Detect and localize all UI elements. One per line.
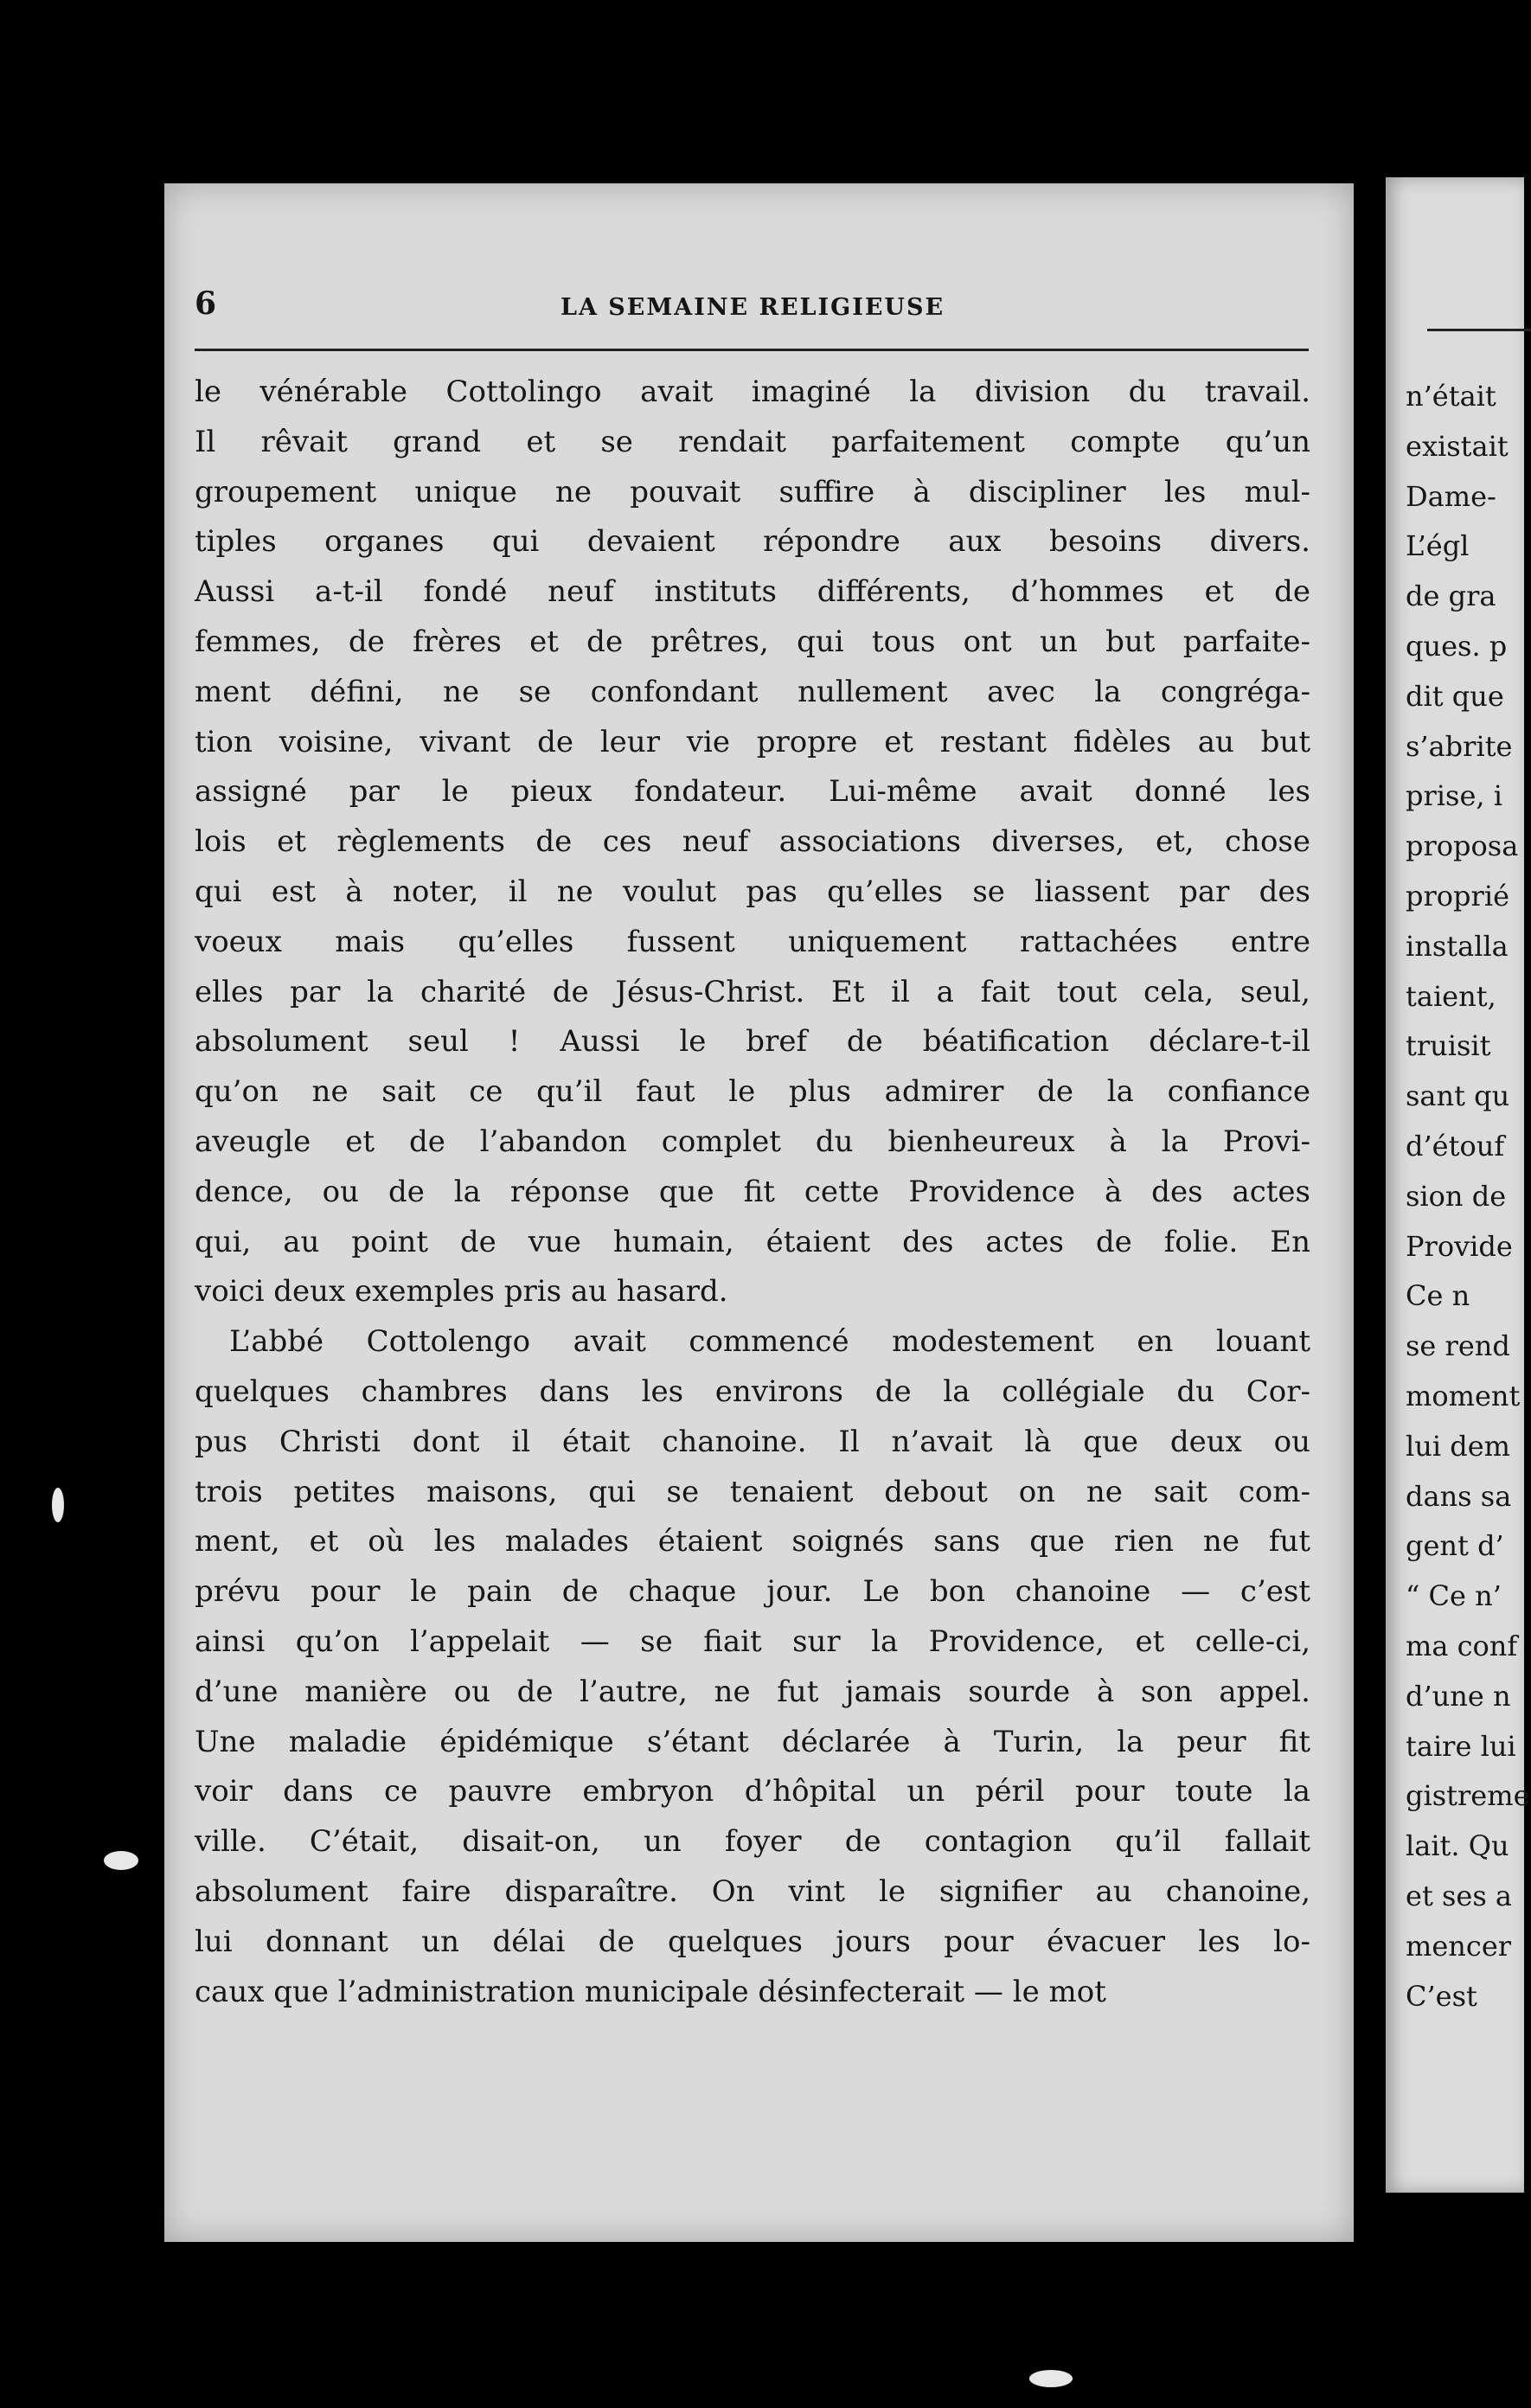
text-line: qu’on ne sait ce qu’il faut le plus admirer de la confiance <box>195 1074 1310 1110</box>
facing-text-line: prise, i <box>1406 779 1502 813</box>
facing-text-line: dans sa <box>1406 1479 1512 1513</box>
text-line: absolument seul ! Aussi le bref de béatification déclare-t-il <box>195 1024 1310 1060</box>
facing-page-text <box>1406 372 1530 2021</box>
text-line: voir dans ce pauvre embryon d’hôpital un péril pour toute la <box>195 1774 1310 1809</box>
text-line: ment, et où les malades étaient soignés sans que rien ne fut <box>195 1524 1310 1559</box>
facing-text-line: L’égl <box>1406 529 1470 563</box>
facing-text-line: taient, <box>1406 979 1496 1013</box>
facing-text-line: lait. Qu <box>1406 1829 1509 1863</box>
text-line: pus Christi dont il était chanoine. Il n’avait là que deux ou <box>195 1424 1310 1459</box>
facing-text-line: se rend <box>1406 1329 1510 1363</box>
text-line: quelques chambres dans les environs de la collégiale du Cor- <box>195 1374 1310 1409</box>
facing-text-line: gent d’ <box>1406 1529 1504 1563</box>
text-line: L’abbé Cottolengo avait commencé modestement en louant <box>229 1324 1310 1360</box>
facing-text-line: de gra <box>1406 580 1496 613</box>
text-line: d’une manière ou de l’autre, ne fut jamais sourde à son appel. <box>195 1674 1310 1709</box>
facing-text-line: s’abrite <box>1406 729 1513 763</box>
text-line: qui, au point de vue humain, étaient des actes de folie. En <box>195 1224 1310 1259</box>
facing-text-line: d’une n <box>1406 1679 1511 1713</box>
text-line: qui est à noter, il ne voulut pas qu’elles se liassent par des <box>195 874 1310 909</box>
text-line: lois et règlements de ces neuf associations diverses, et, chose <box>195 824 1310 860</box>
facing-text-line: sion de <box>1406 1179 1507 1213</box>
facing-text-line: et ses a <box>1406 1879 1512 1912</box>
facing-text-line: Ce n <box>1406 1279 1470 1313</box>
text-line: elles par la charité de Jésus-Christ. Et il a fait tout cela, seul, <box>195 974 1310 1009</box>
text-line: dence, ou de la réponse que fit cette Providence à des actes <box>195 1174 1310 1209</box>
text-line: groupement unique ne pouvait suffire à discipliner les mul- <box>195 474 1310 509</box>
header-rule <box>195 349 1309 351</box>
facing-text-line: d’étouf <box>1406 1129 1505 1162</box>
text-line: tion voisine, vivant de leur vie propre et restant fidèles au but <box>195 724 1310 759</box>
text-line: voici deux exemples pris au hasard. <box>195 1274 728 1310</box>
text-line: voeux mais qu’elles fussent uniquement rattachées entre <box>195 924 1310 959</box>
facing-text-line: Provide <box>1406 1229 1513 1263</box>
facing-text-line: moment <box>1406 1379 1521 1412</box>
text-line: absolument faire disparaître. On vint le signifier au chanoine, <box>195 1873 1310 1909</box>
scan-speck <box>52 1488 64 1522</box>
text-line: prévu pour le pain de chaque jour. Le bon chanoine — c’est <box>195 1574 1310 1610</box>
text-line: le vénérable Cottolingo avait imaginé la division du travail. <box>195 375 1310 409</box>
text-line: assigné par le pieux fondateur. Lui-même avait donné les <box>195 774 1310 810</box>
text-line: ville. C’était, disait-on, un foyer de contagion qu’il fallait <box>195 1824 1310 1860</box>
facing-text-line: ma conf <box>1406 1629 1518 1662</box>
facing-text-line: proposa <box>1406 829 1519 863</box>
text-line: femmes, de frères et de prêtres, qui tous ont un but parfaite- <box>195 624 1310 659</box>
facing-text-line: installa <box>1406 929 1509 963</box>
scan-speck <box>1029 2370 1073 2387</box>
text-line: Une maladie épidémique s’étant déclarée à Turin, la peur fit <box>195 1724 1310 1759</box>
facing-text-line: taire lui <box>1406 1729 1516 1763</box>
running-title: LA SEMAINE RELIGIEUSE <box>560 294 945 321</box>
text-line: ment défini, ne se confondant nullement avec la congréga- <box>195 674 1310 709</box>
text-line: Aussi a-t-il fondé neuf instituts différents, d’hommes et de <box>195 574 1310 610</box>
facing-text-line: proprié <box>1406 879 1509 913</box>
body-text <box>195 368 1310 2017</box>
facing-text-line: ques. p <box>1406 629 1508 663</box>
page-header <box>195 285 1310 355</box>
page-number: 6 <box>195 285 217 322</box>
text-line: trois petites maisons, qui se tenaient debout on ne sait com- <box>195 1474 1310 1509</box>
text-line: lui donnant un délai de quelques jours pour évacuer les lo- <box>195 1924 1310 1959</box>
text-line: ainsi qu’on l’appelait — se fiait sur la Providence, et celle-ci, <box>195 1623 1310 1659</box>
facing-text-line: “ Ce n’ <box>1406 1579 1502 1613</box>
facing-text-line: Dame- <box>1406 479 1496 513</box>
facing-text-line: gistreme <box>1406 1779 1530 1813</box>
facing-text-line: dit que <box>1406 679 1504 713</box>
facing-text-line: sant qu <box>1406 1079 1510 1113</box>
facing-text-line: mencer <box>1406 1929 1512 1963</box>
facing-text-line: lui dem <box>1406 1429 1511 1463</box>
facing-text-line: n’était <box>1406 380 1496 413</box>
scan-speck <box>104 1851 138 1870</box>
text-line: tiples organes qui devaient répondre aux besoins divers. <box>195 524 1310 560</box>
text-line: aveugle et de l’abandon complet du bienheureux à la Provi- <box>195 1124 1310 1159</box>
facing-page-rule <box>1427 329 1531 331</box>
text-line: caux que l’administration municipale désinfecterait — le mot <box>195 1974 1106 2009</box>
facing-text-line: existait <box>1406 429 1509 463</box>
facing-text-line: truisit <box>1406 1029 1491 1063</box>
text-line: Il rêvait grand et se rendait parfaitement compte qu’un <box>195 424 1310 459</box>
facing-text-line: C’est <box>1406 1979 1477 2013</box>
